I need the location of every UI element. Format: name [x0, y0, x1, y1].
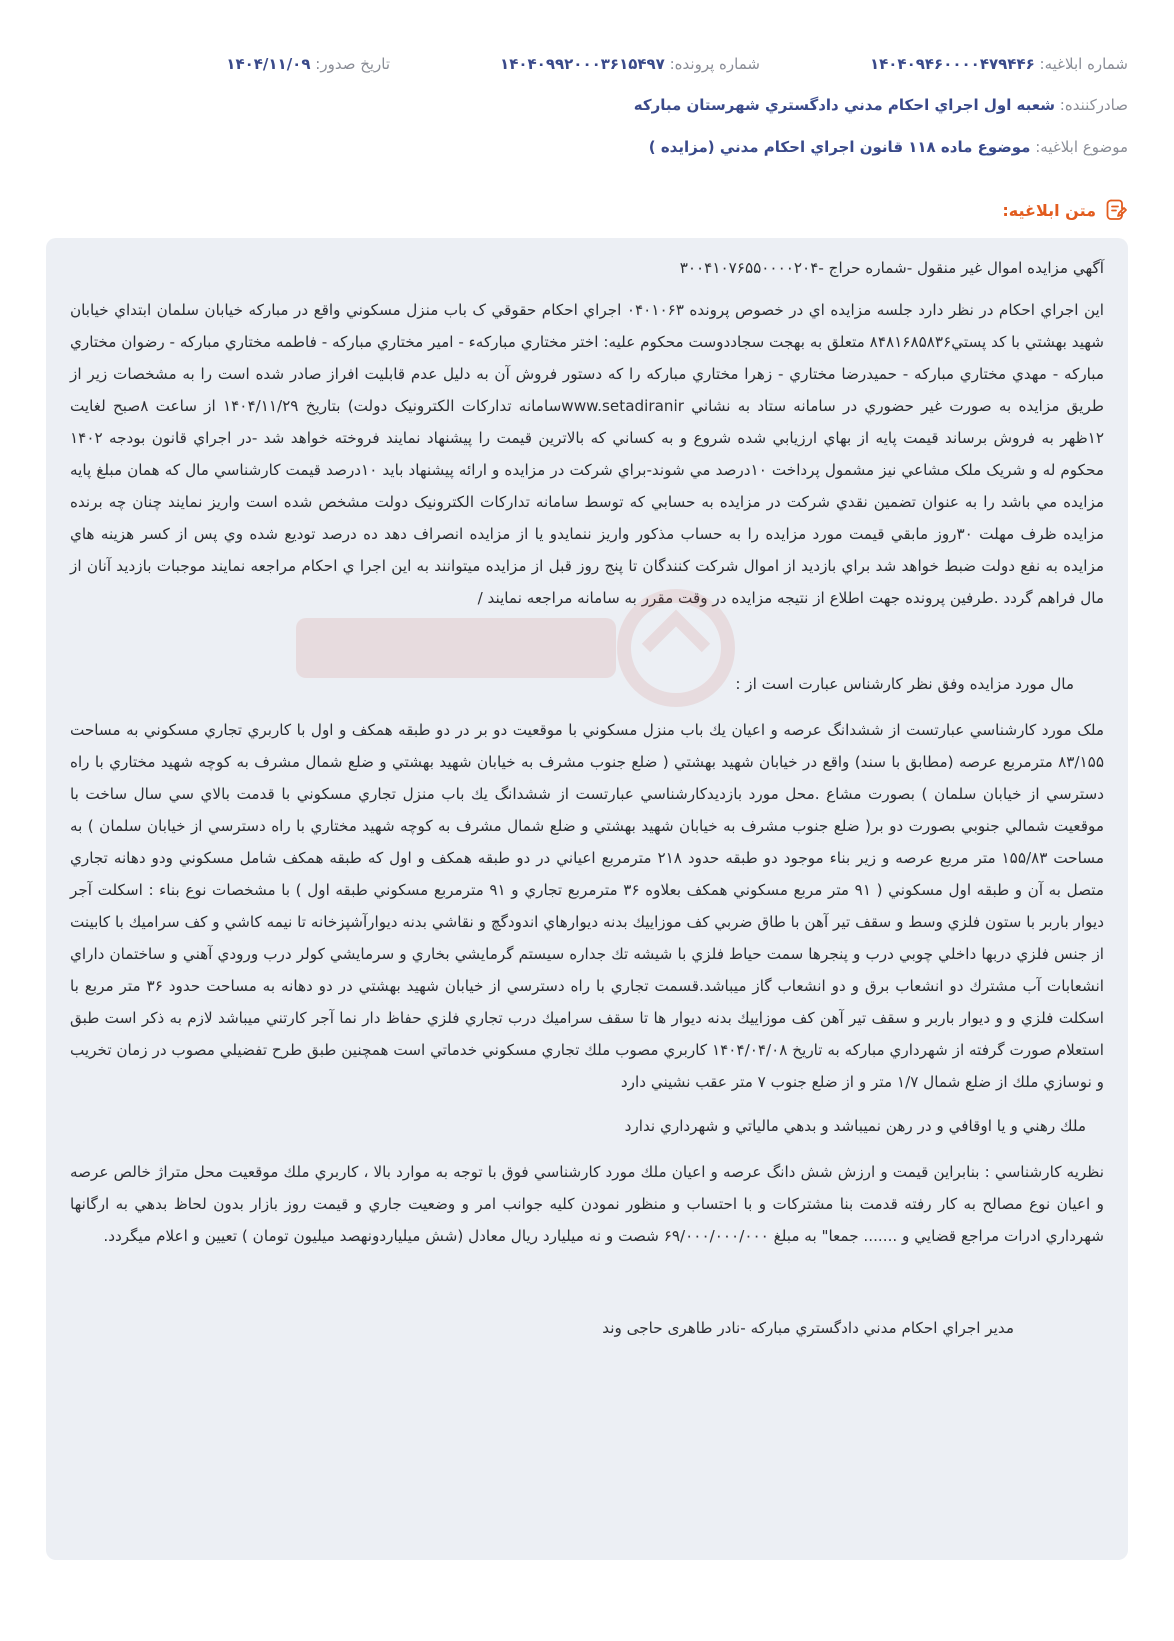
expert-opinion-paragraph: نظريه كارشناسي : بنابراين قيمت و ارزش شش دانگ عرصه و اعيان ملك مورد كارشناسي فوق با توجه به موارد بالا ، كاربري ملك موقعيت محل متراژ خالص عرصه و اعيان نوع مصالح به كار رفته قدمت بنا مشتركات و با احتساب و منظور نمودن كليه جوانب امر و وضعيت جاري و قيمت روز بازار بدون لحاظ بدهي به ارگانها شهرداري ادرات مراجع قضايي و ....... جمعا" به مبلغ ۶۹/۰۰۰/۰۰۰/۰۰۰ شصت و نه ميليارد ريال معادل (شش ميلياردونهصد ميليون تومان ) تعيين و اعلام ميگردد.: [70, 1163, 1104, 1245]
issue-date-group: [226, 55, 390, 73]
case-number-label: شماره پرونده:: [669, 55, 760, 73]
issuer-row: [46, 96, 1128, 114]
notice-number-group: [870, 55, 1128, 73]
issue-date-label: تاريخ صدور:: [315, 55, 391, 73]
case-number: ۱۴۰۴۰۹۹۲۰۰۰۳۶۱۵۴۹۷: [500, 55, 665, 73]
notice-text-title: متن ابلاغيه:: [1002, 200, 1096, 220]
notice-number-label: شماره ابلاغيه:: [1039, 55, 1128, 73]
subject: موضوع ماده ۱۱۸ قانون اجراي احکام مدني (مزايده ): [648, 138, 1031, 156]
notice-number: ۱۴۰۴۰۹۴۶۰۰۰۰۴۷۹۴۴۶: [869, 55, 1035, 73]
subject-label: موضوع ابلاغيه:: [1035, 138, 1128, 156]
notice-body-card: [46, 238, 1128, 1560]
issue-date: ۱۴۰۴/۱۱/۰۹: [226, 55, 311, 73]
issuer: شعبه اول اجراي احکام مدني دادگستري شهرستان مبارکه: [633, 96, 1055, 114]
case-number-group: [500, 55, 760, 73]
property-heading: مال مورد مزايده وفق نظر کارشناس عبارت است از :: [735, 675, 1074, 693]
document-edit-icon: [1104, 198, 1128, 222]
auction-title: آگهي مزايده اموال غير منقول -شماره حراج -۳۰۰۴۱۰۷۶۵۵۰۰۰۰۲۰۴: [679, 259, 1104, 277]
mortgage-status-paragraph: ملك رهني و يا اوقافي و در رهن نميباشد و بدهي مالياتي و شهرداري ندارد: [624, 1117, 1086, 1135]
subject-row: [46, 138, 1128, 156]
issuer-label: صادرکننده:: [1059, 96, 1128, 114]
auction-intro-paragraph: اين اجراي احکام در نظر دارد جلسه مزايده اي در خصوص پرونده ۰۴۰۱۰۶۳ اجراي احکام حقوقي ک باب منزل مسکوني واقع در مبارکه خيابان سلمان ابتداي خيابان شهيد بهشتي با کد پستي۸۴۸۱۶۸۵۸۳۶ متعلق به بهجت سجاددوست محکوم عليه: اختر مختاري مبارکهء - امير مختاري مبارکه - فاطمه مختاري مبارکه - رضوان مختاري مبارکه - مهدي مختاري مبارکه - حميدرضا مختاري - زهرا مختاري مبارکه را که دستور فروش آن به دليل عدم قابليت افراز صادر شده است را به مشخصات زير از طريق مزايده به صورت غير حضوري در سامانه ستاد به نشاني www.setadiranirسامانه تدارکات الکترونيک دولت) بتاريخ ۱۴۰۴/۱۱/۲۹ از ساعت ۸صبح لغايت ۱۲ظهر به فروش برساند قيمت پايه از بهاي ارزيابي شده شروع و به کساني که بالاترين قيمت را پيشنهاد نمايند فروخته خواهد شد -در اجراي قانون بودجه ۱۴۰۲ محکوم له و شريک ملک مشاعي نيز مشمول پرداخت ۱۰درصد مي شوند-براي شرکت در مزايده و ارائه پيشنهاد بايد ۱۰درصد قيمت کارشناسي مال که همان مبلغ پايه مزايده مي باشد را به عنوان تضمين نقدي شرکت در مزايده به حسابي که توسط سامانه تدارکات الکترونيک دولت مشخص شده است واريز نمايند چنان چه برنده مزايده ظرف مهلت ۳۰روز مابقي قيمت مورد مزايده را به حساب مذکور واريز ننمايدو يا از مزايده انصراف دهد ده درصد توديع شده وي پس از کسر هزينه هاي مزايده به نفع دولت ضبط خواهد شد براي بازديد از اموال شرکت کنندگان تا پنج روز قبل از مزايده ميتوانند به اين اجرا ي احکام مراجعه نمايند موجبات بازديد آنان از مال فراهم گردد .طرفين پرونده جهت اطلاع از نتيجه مزايده در وقت مقرر به سامانه مراجعه نمايند /: [70, 301, 1105, 607]
property-description-paragraph: ملک مورد کارشناسي عبارتست از ششدانگ عرصه و اعيان يك باب منزل مسكوني با موقعيت دو بر در دو طبقه همكف و اول با كاربري تجاري مسكوني به مساحت ۸۳/۱۵۵ مترمربع عرصه (مطابق با سند) واقع در خيابان شهيد بهشتي ( ضلع جنوب مشرف به خيابان شهيد بهشتي و ضلع شمال مشرف به كوچه شهيد مختاري با راه دسترسي از خيابان سلمان ) بصورت مشاع .محل مورد بازديدكارشناسي عبارتست از ششدانگ يك باب منزل تجاري مسكوني با قدمت بالاي سي سال ساخت با موقعيت شمالي جنوبي بصورت دو بر( ضلع جنوب مشرف به خيابان شهيد بهشتي و ضلع شمال مشرف به كوچه شهيد مختاري با راه دسترسي از خيابان سلمان ) به مساحت ۱۵۵/۸۳ متر مربع عرصه و زير بناء موجود دو طبقه حدود ۲۱۸ مترمربع اعياني در دو طبقه همكف و اول كه طبقه همكف شامل مسكوني ودو دهانه تجاري متصل به آن و طبقه اول مسكوني ( ۹۱ متر مربع مسكوني همكف بعلاوه ۳۶ مترمربع تجاري و ۹۱ مترمربع مسكوني طبقه اول ) با مشخصات نوع بناء : اسكلت آجر ديوار باربر با ستون فلزي وسط و سقف تير آهن با طاق ضربي كف موزاييك بدنه ديوارهاي اندودگچ و نقاشي بدنه ديوارآشپزخانه تا نيمه كاشي و كف سراميك با كابينت از جنس فلزي دربها داخلي چوبي درب و پنجرها سمت حياط فلزي با شيشه تك جداره سيستم گرمايشي بخاري و سرمايشي كولر درب ورودي آهني و ساختمان داراي انشعابات آب مشترك دو انشعاب برق و دو انشعاب گاز ميباشد.قسمت تجاري با راه دسترسي از خيابان شهيد بهشتي در دو دهانه به مساحت حدود ۳۶ متر مربع با اسكلت فلزي و و ديوار باربر و سقف تير آهن كف موزاييك بدنه ديوار ها تا سقف سراميك درب تجاري فلزي حفاظ دار نما آجر كارتني ميباشد لازم به ذكر است طبق استعلام صورت گرفته از شهرداري مباركه به تاريخ ۱۴۰۴/۰۴/۰۸ كاربري مصوب ملك تجاري مسكوني خدماتي است همچنين طبق طرح تفضيلي مصوب در زمان تخريب و نوسازي ملك از ضلع شمال ۱/۷ متر و از ضلع جنوب ۷ متر عقب نشيني دارد: [70, 721, 1105, 1091]
notice-text-heading: [1002, 198, 1128, 222]
signature-line: مدير اجراي احکام مدني دادگستري مبارکه -نادر طاهری حاجی وند: [602, 1319, 1014, 1337]
header-meta-row: [46, 55, 1128, 73]
